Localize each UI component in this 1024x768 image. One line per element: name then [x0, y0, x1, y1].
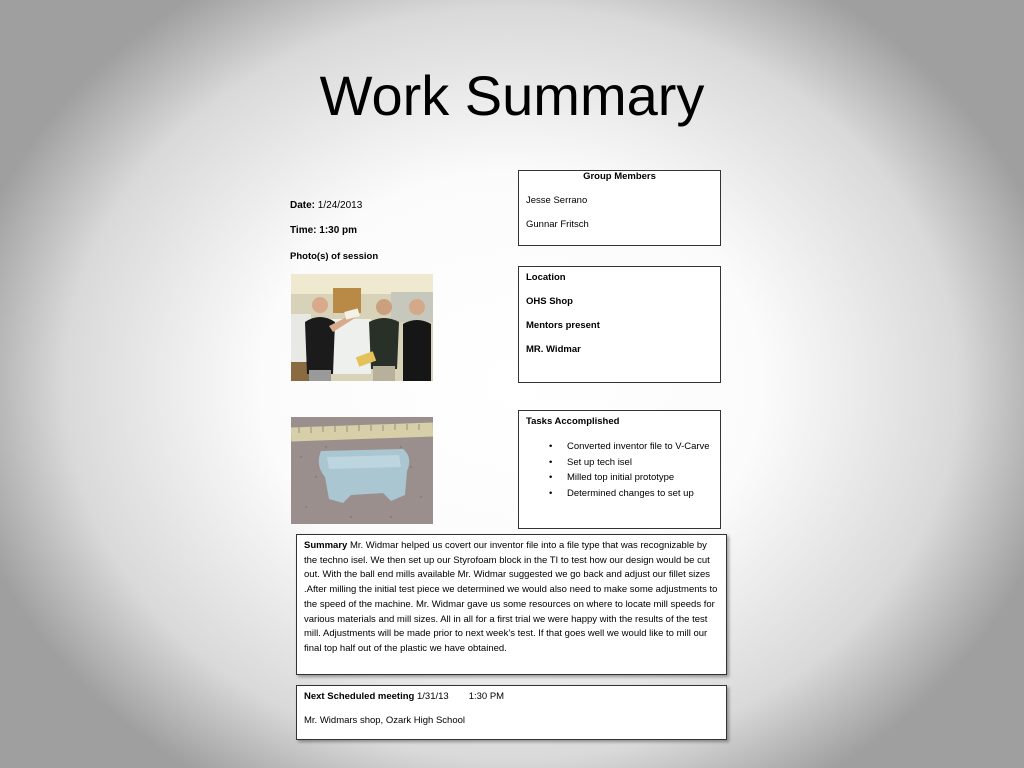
mentor-value: MR. Widmar: [526, 344, 581, 355]
date-label: Date:: [290, 200, 316, 211]
tasks-title: Tasks Accomplished: [526, 416, 620, 427]
task-item: • Milled top initial prototype: [567, 470, 713, 486]
date-line: [290, 200, 362, 211]
students-photo-image: [291, 274, 433, 381]
mentors-label: Mentors present: [526, 320, 600, 331]
summary-label: Summary: [304, 540, 348, 551]
task-item: • Determined changes to set up: [567, 486, 713, 502]
next-meeting-box: [296, 685, 727, 740]
next-meeting-label: Next Scheduled meeting: [304, 691, 415, 702]
tasks-list: [526, 439, 713, 501]
summary-text: Mr. Widmar helped us covert our inventor file into a file type that was recognizable by the techno isel. We then set up our Styrofoam block in the TI to test how our design would be cut out. With the ball end mills available Mr. Widmar suggested we go back and adjust our fillet sizes .After milling the initial test piece we determined we would also need to make some adjustments to the speed of the machine. Mr. Widmar gave us some resources on where to locate mill speeds for various materials and mill sizes. All in all for a first trial we were happy with the results of the test mill. Adjustments will be made prior to next week’s test. If that goes well we would like to mill our final top half out of the plastic we have obtained.: [304, 540, 718, 654]
summary-box: [296, 534, 727, 675]
slide-title: Work Summary: [319, 64, 705, 127]
group-member-2: Gunnar Fritsch: [526, 219, 589, 230]
next-meeting-place: Mr. Widmars shop, Ozark High School: [304, 715, 466, 726]
photos-label: Photo(s) of session: [290, 251, 379, 262]
date-value: 1/24/2013: [317, 200, 363, 211]
location-box: [518, 266, 721, 383]
tasks-box: [518, 410, 721, 529]
prototype-photo-image: [291, 417, 433, 524]
time-line: Time: 1:30 pm: [290, 225, 358, 236]
session-photo-students: [291, 274, 433, 381]
group-members-title: Group Members: [583, 171, 656, 182]
location-label: Location: [526, 272, 566, 283]
group-members-box: [518, 170, 721, 246]
task-item: • Set up tech isel: [567, 455, 713, 471]
group-member-1: Jesse Serrano: [526, 195, 588, 206]
next-meeting-time: 1:30 PM: [468, 691, 505, 702]
location-value: OHS Shop: [526, 296, 573, 307]
next-meeting-date: 1/31/13: [416, 691, 449, 702]
session-photo-prototype: [291, 417, 433, 524]
task-item: • Converted inventor file to V-Carve: [567, 439, 713, 455]
